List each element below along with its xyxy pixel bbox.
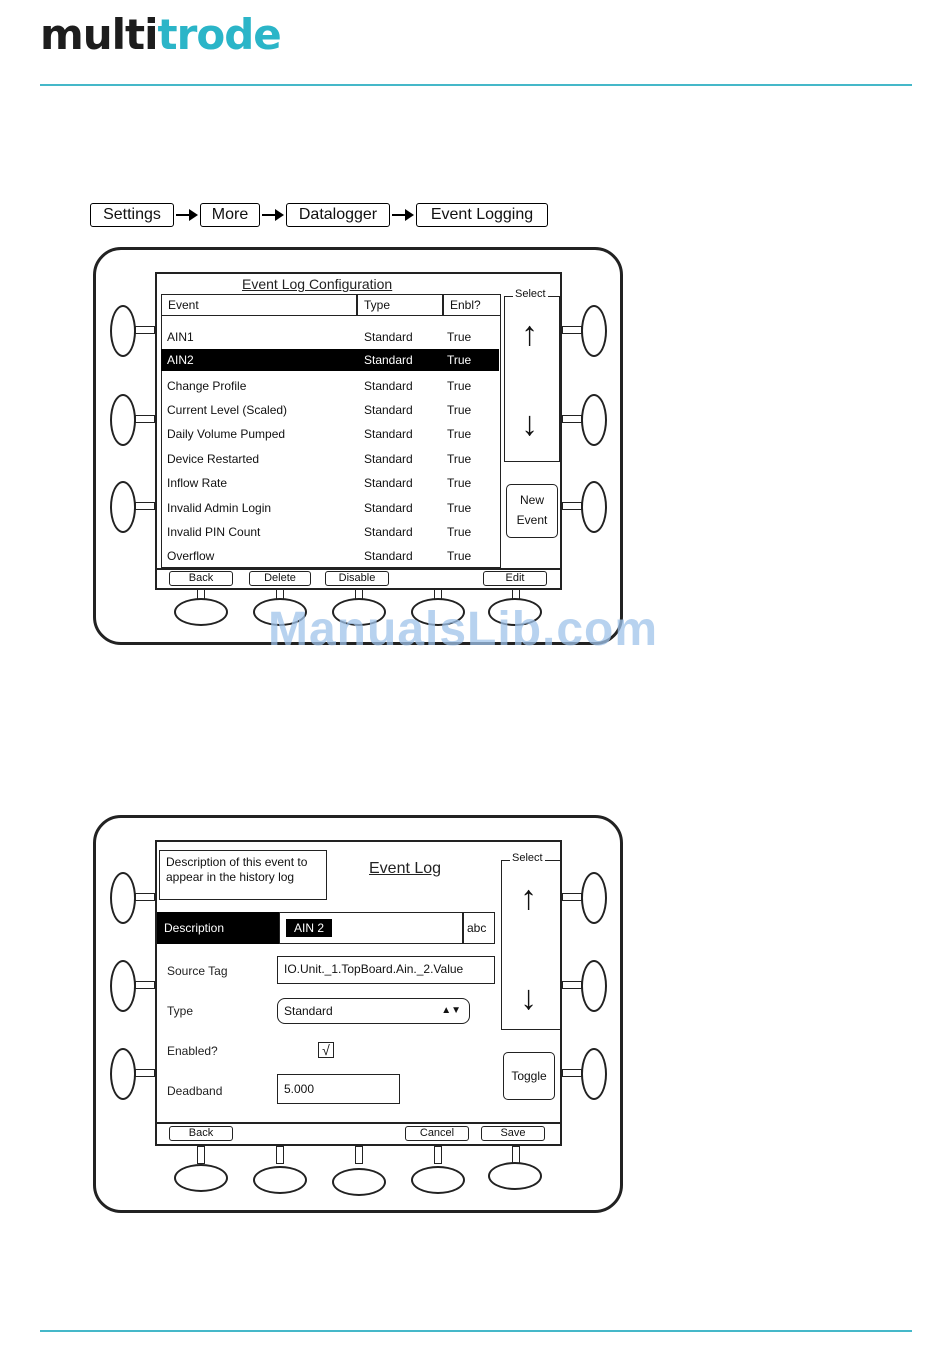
column-header-enabled: Enbl? xyxy=(443,294,501,316)
table-row[interactable]: Current Level (Scaled) Standard True xyxy=(167,403,472,417)
source-tag-label: Source Tag xyxy=(167,964,228,978)
side-key-right-2[interactable] xyxy=(581,960,607,1012)
arrow-right-icon xyxy=(262,214,282,216)
description-label: Description xyxy=(157,912,279,944)
screen-title: Event Log xyxy=(369,860,442,877)
table-row[interactable]: AIN1 Standard True xyxy=(167,330,472,344)
softkey-divider xyxy=(157,1122,560,1124)
description-field[interactable]: AIN 2 xyxy=(279,912,463,944)
side-key-left-1[interactable] xyxy=(110,872,136,924)
bottom-key-5[interactable] xyxy=(488,1162,542,1190)
bottom-key-4[interactable] xyxy=(411,1166,465,1194)
watermark: ManualsLib.com xyxy=(268,603,659,656)
side-key-stem xyxy=(135,981,155,989)
arrow-down-icon[interactable]: ↓ xyxy=(520,979,537,1017)
source-tag-field[interactable]: IO.Unit._1.TopBoard.Ain._2.Value xyxy=(277,956,495,984)
bottom-key-stem xyxy=(197,1146,205,1164)
back-button[interactable]: Back xyxy=(169,1126,233,1141)
side-key-right-2[interactable] xyxy=(581,394,607,446)
side-key-right-1[interactable] xyxy=(581,305,607,357)
side-key-right-1[interactable] xyxy=(581,872,607,924)
select-scroll-group xyxy=(504,288,560,462)
side-key-stem xyxy=(562,415,582,423)
side-key-stem xyxy=(135,1069,155,1077)
side-key-left-2[interactable] xyxy=(110,960,136,1012)
bottom-key-stem xyxy=(355,1146,363,1164)
toggle-button[interactable]: Toggle xyxy=(503,1052,555,1100)
hint-box: Description of this event to appear in the history log xyxy=(159,850,327,900)
table-row[interactable]: Overflow Standard True xyxy=(167,549,472,563)
enabled-label: Enabled? xyxy=(167,1044,218,1058)
softkey-divider xyxy=(157,568,560,570)
side-key-left-2[interactable] xyxy=(110,394,136,446)
bottom-key-stem xyxy=(276,1146,284,1164)
enabled-checkbox[interactable]: √ xyxy=(318,1042,334,1058)
table-row[interactable]: Invalid PIN Count Standard True xyxy=(167,525,472,539)
select-label: Select xyxy=(515,288,546,300)
arrow-down-icon[interactable]: ↓ xyxy=(521,405,538,443)
column-header-event: Event xyxy=(161,294,357,316)
column-header-type: Type xyxy=(357,294,443,316)
edit-button[interactable]: Edit xyxy=(483,571,547,586)
table-row[interactable]: Change Profile Standard True xyxy=(167,379,472,393)
type-select[interactable]: Standard ▲▼ xyxy=(277,998,470,1024)
crumb-settings: Settings xyxy=(90,203,174,227)
abc-keyboard-button[interactable]: abc xyxy=(463,912,495,944)
crumb-more: More xyxy=(200,203,260,227)
side-key-stem xyxy=(135,502,155,510)
table-row[interactable]: Invalid Admin Login Standard True xyxy=(167,501,472,515)
brand-logo: multitrode xyxy=(40,10,281,59)
side-key-stem xyxy=(562,893,582,901)
arrow-up-icon[interactable]: ↑ xyxy=(521,315,538,353)
delete-button[interactable]: Delete xyxy=(249,571,311,586)
side-key-stem xyxy=(562,1069,582,1077)
cancel-button[interactable]: Cancel xyxy=(405,1126,469,1141)
side-key-left-3[interactable] xyxy=(110,481,136,533)
bottom-key-1[interactable] xyxy=(174,598,228,626)
table-row[interactable]: Inflow Rate Standard True xyxy=(167,476,472,490)
type-label: Type xyxy=(167,1004,194,1018)
bottom-key-2[interactable] xyxy=(253,1166,307,1194)
deadband-input[interactable]: 5.000 xyxy=(277,1074,400,1104)
select-label: Select xyxy=(512,852,543,864)
select-scroll-group xyxy=(501,852,562,1030)
up-down-spinner-icon: ▲▼ xyxy=(441,1005,461,1016)
event-log-edit-screen xyxy=(155,840,562,1146)
bottom-key-stem xyxy=(434,1146,442,1164)
side-key-stem xyxy=(562,502,582,510)
side-key-stem xyxy=(135,415,155,423)
side-key-stem xyxy=(562,326,582,334)
new-event-button[interactable]: New Event xyxy=(506,484,558,538)
arrow-right-icon xyxy=(176,214,196,216)
side-key-left-3[interactable] xyxy=(110,1048,136,1100)
table-row-selected[interactable]: AIN2 Standard True xyxy=(161,349,499,371)
side-key-left-1[interactable] xyxy=(110,305,136,357)
save-button[interactable]: Save xyxy=(481,1126,545,1141)
bottom-key-3[interactable] xyxy=(332,1168,386,1196)
arrow-up-icon[interactable]: ↑ xyxy=(520,879,537,917)
side-key-stem xyxy=(135,326,155,334)
screen-title: Event Log Configuration xyxy=(242,276,393,292)
crumb-datalogger: Datalogger xyxy=(286,203,390,227)
side-key-right-3[interactable] xyxy=(581,1048,607,1100)
arrow-right-icon xyxy=(392,214,412,216)
back-button[interactable]: Back xyxy=(169,571,233,586)
table-row[interactable]: Daily Volume Pumped Standard True xyxy=(167,427,472,441)
side-key-stem xyxy=(135,893,155,901)
side-key-stem xyxy=(562,981,582,989)
event-log-config-screen xyxy=(155,272,562,590)
bottom-key-1[interactable] xyxy=(174,1164,228,1192)
deadband-label: Deadband xyxy=(167,1084,223,1098)
header-rule xyxy=(40,84,912,86)
side-key-right-3[interactable] xyxy=(581,481,607,533)
disable-button[interactable]: Disable xyxy=(325,571,389,586)
table-row[interactable]: Device Restarted Standard True xyxy=(167,452,472,466)
crumb-event-logging: Event Logging xyxy=(416,203,548,227)
footer-rule xyxy=(40,1330,912,1332)
